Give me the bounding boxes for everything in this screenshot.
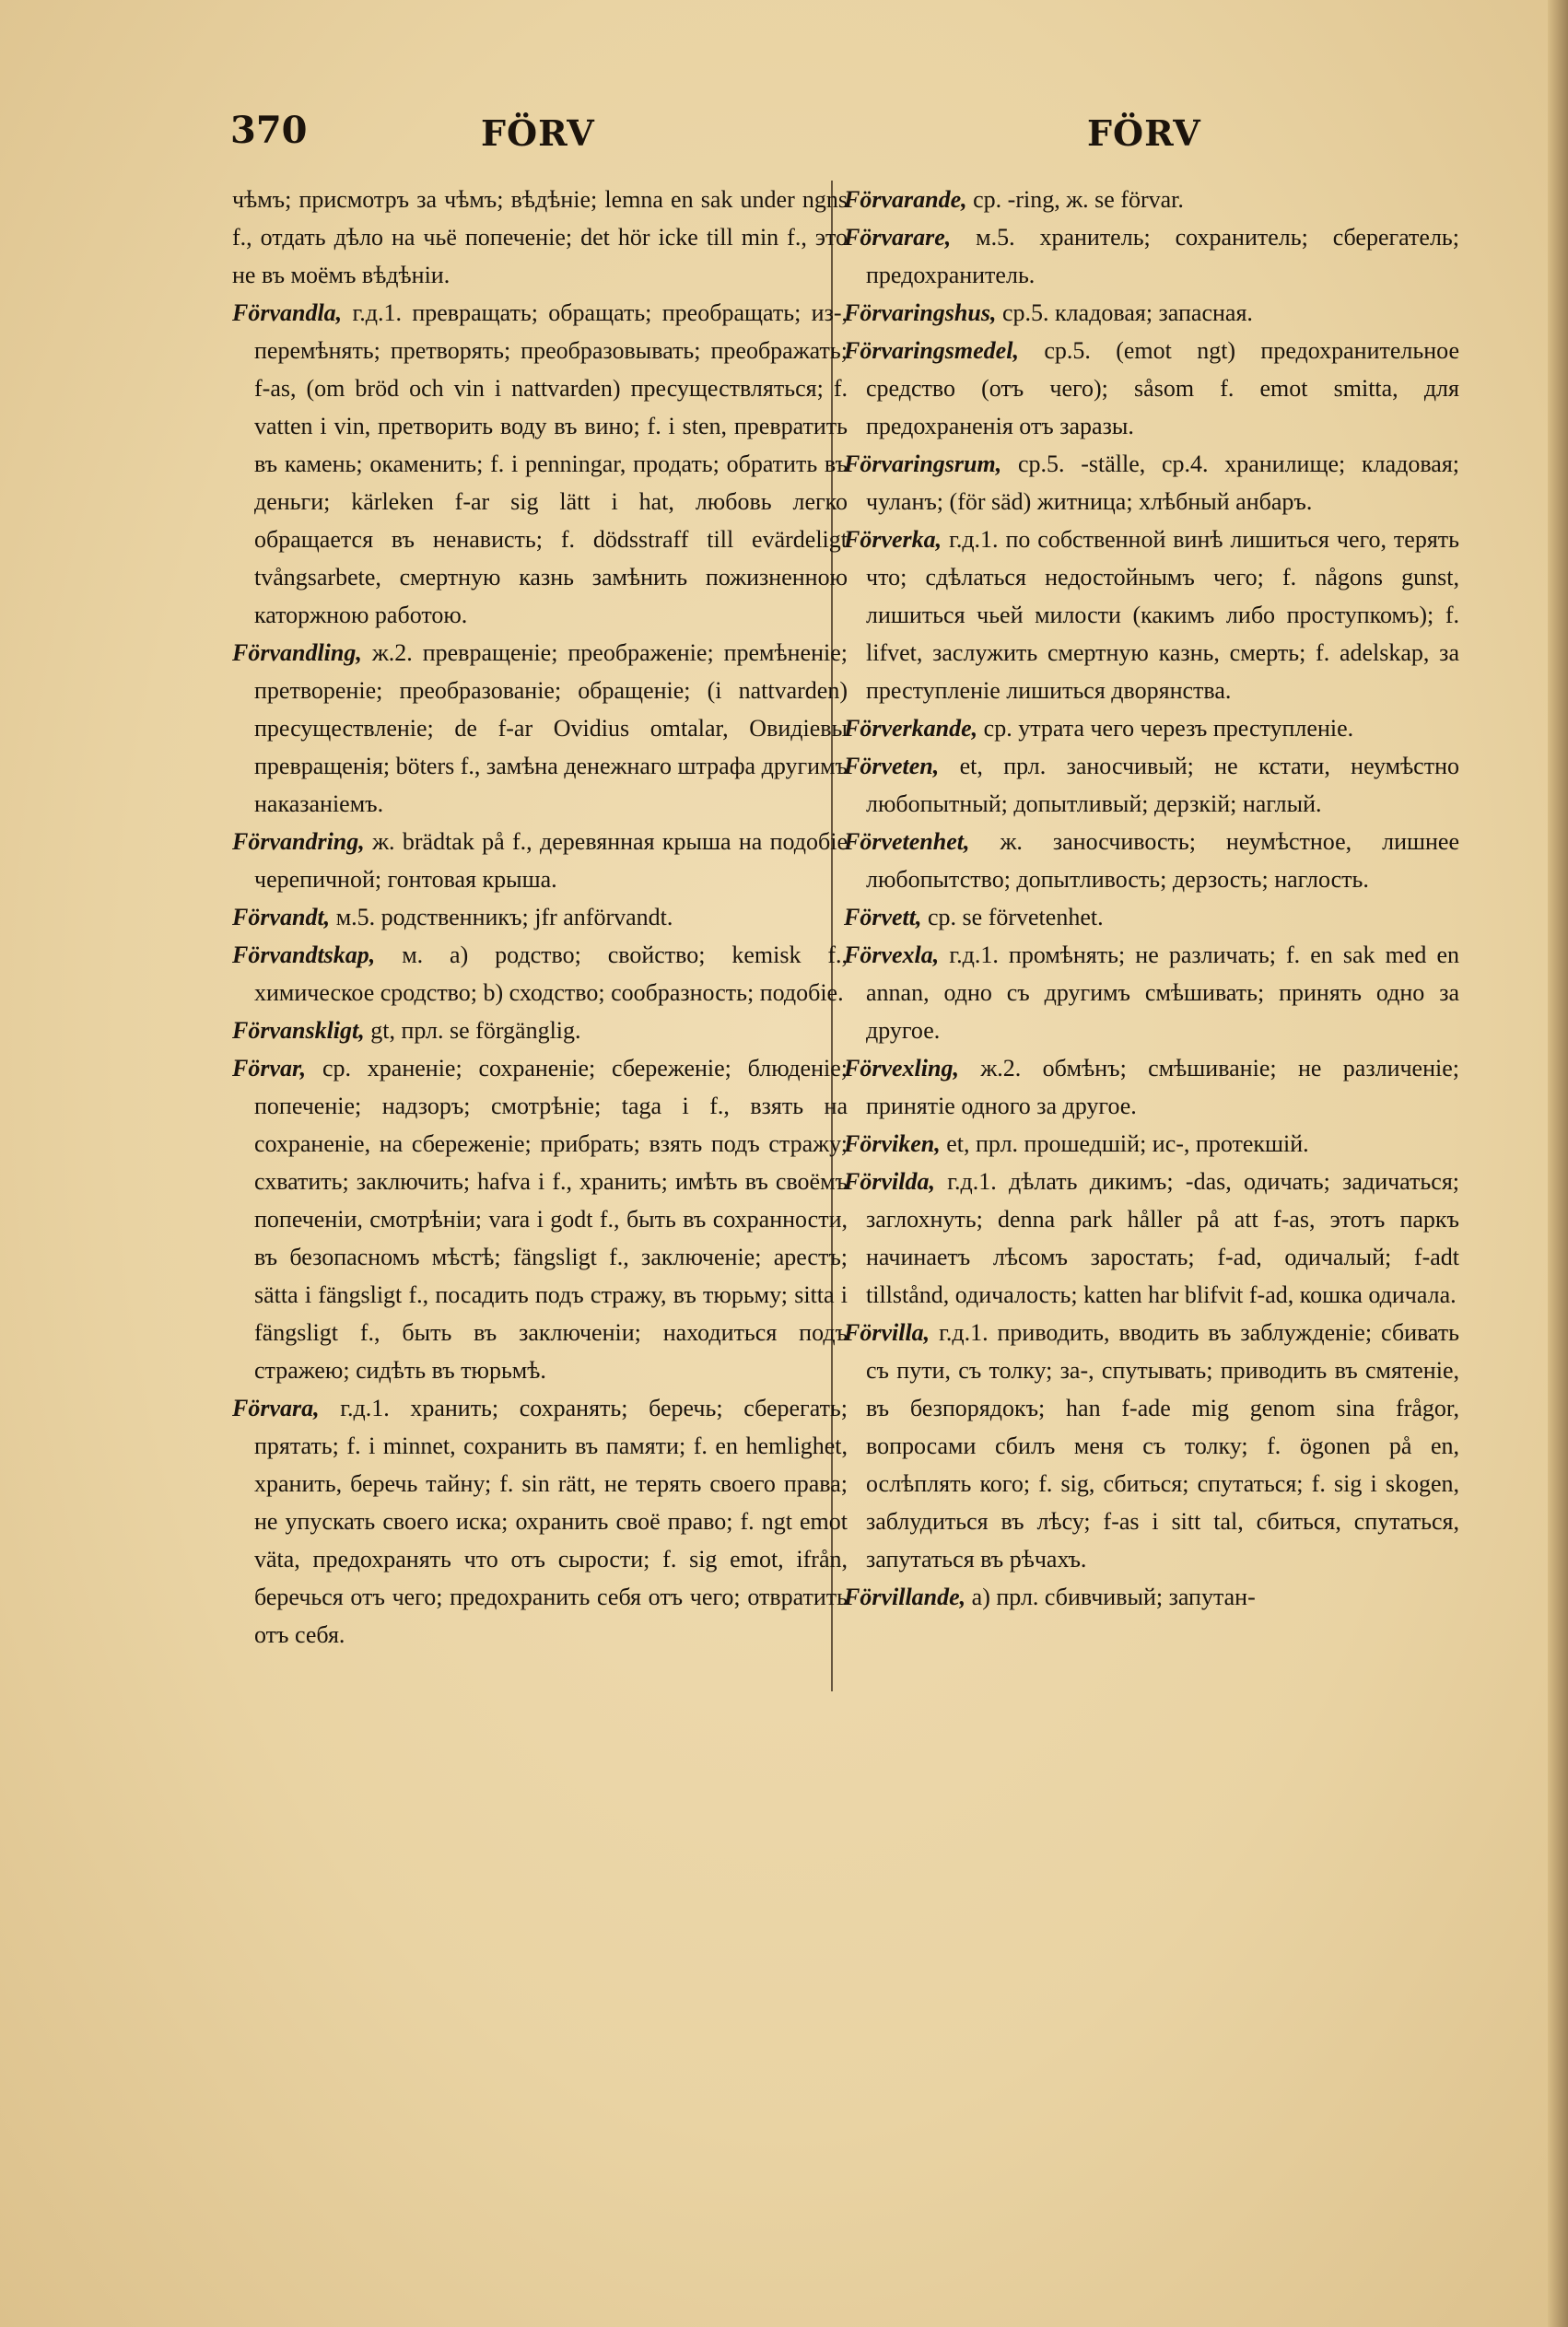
dictionary-entry [844,294,1459,332]
dictionary-entry [232,294,848,634]
entry-headword: Förvar, [232,1055,307,1082]
entry-text: г.д.1. промѣнять; не различать; f. en sak med en annan, одно съ другимъ смѣшивать; принять одно за другое. [866,941,1459,1044]
running-head-left: FÖRV [481,112,595,154]
entry-headword: Förvara, [232,1395,320,1421]
dictionary-entry [844,709,1459,747]
dictionary-entry [844,1314,1459,1578]
dictionary-entry [232,823,848,898]
dictionary-entry [232,936,848,1011]
entry-text: ж.2. превращеніе; преображеніе; премѣненіе; претвореніе; преобразованіе; обращеніе; (i nattvarden) пресуществленіе; de f-ar Ovidius omtalar, Овидіевы превращенія; böters f., замѣна денежнаго штрафа другимъ наказаніемъ. [254,639,848,817]
entry-text: чѣмъ; присмотръ за чѣмъ; вѣдѣніе; lemna en sak under ngns f., отдать дѣло на чьё попеченіе; det hör icke till min f., это не въ моёмъ вѣдѣніи. [232,186,848,288]
dictionary-entry [844,1125,1459,1163]
entry-text: ср. -ring, ж. se förvar. [973,186,1184,213]
dictionary-entry [844,520,1459,709]
dictionary-entry [232,1389,848,1654]
dictionary-entry [232,1049,848,1389]
entry-text: ср. храненіе; сохраненіе; сбереженіе; блюденіе; попеченіе; надзоръ; смотрѣніе; taga i f., взять на сохраненіе, на сбереженіе; прибрать; взять подъ стражу; схватить; заключить; hafva i f., хранить; имѣть въ своёмъ попеченіи, смотрѣніи; vara i godt f., быть въ сохранности, въ безопасномъ мѣстѣ; fängsligt f., заключеніе; арестъ; sätta i fängsligt f., посадить подъ стражу, въ тюрьму; sitta i fängsligt f., быть въ заключеніи; находиться подъ стражею; сидѣть въ тюрьмѣ. [254,1055,848,1384]
dictionary-entry [232,1011,848,1049]
dictionary-entry [844,181,1459,218]
entry-text: м.5. хранитель; сохранитель; сберегатель; предохранитель. [866,224,1459,288]
entry-text: м. a) родство; свойство; kemisk f., химическое сродство; b) сходство; сообразность; подобіе. [254,941,848,1006]
entry-headword: Förverka, [844,526,942,553]
entry-text: ж. заносчивость; неумѣстное, лишнее любопытство; допытливость; дерзость; наглость. [866,828,1459,893]
entry-headword: Förvaringsrum, [844,450,1002,477]
entry-text: a) прл. сбивчивый; запутан- [971,1584,1256,1610]
dictionary-entry [844,823,1459,898]
entry-headword: Förviken, [844,1130,941,1157]
entry-headword: Förvetenhet, [844,828,970,855]
entry-text: gt, прл. se förgänglig. [370,1017,581,1044]
entry-text: ср. утрата чего черезъ преступленіе. [983,715,1354,742]
entry-text: ж. brädtak på f., деревянная крыша на подобіе черепичной; гонтовая крыша. [254,828,848,893]
entry-headword: Förvandtskap, [232,941,376,968]
entry-headword: Förvett, [844,904,922,930]
entry-headword: Förveten, [844,753,940,779]
entry-text: ср.5. (emot ngt) предохранительное средство (отъ чего); såsom f. emot smitta, для предохраненія отъ заразы. [866,337,1459,439]
dictionary-entry [844,936,1459,1049]
entry-headword: Förvanskligt, [232,1017,365,1044]
entry-text: ж.2. обмѣнъ; смѣшиваніе; не различеніе; принятіе одного за другое. [866,1055,1459,1119]
dictionary-entry [232,634,848,823]
entry-headword: Förvarande, [844,186,967,213]
entry-text: ср.5. кладовая; запасная. [1001,299,1253,326]
entry-text: et, прл. заносчивый; не кстати, неумѣстно любопытный; допытливый; дерзкій; наглый. [866,753,1459,817]
dictionary-entry [844,1578,1459,1616]
dictionary-entry [844,898,1459,936]
dictionary-entry [232,181,848,294]
entry-text: г.д.1. по собственной винѣ лишиться чего, терять что; сдѣлаться недостойнымъ чего; f. någons gunst, лишиться чьей милости (какимъ либо проступкомъ); f. lifvet, заслужить смертную казнь, смерть; f. adelskap, за преступленіе лишиться дворянства. [866,526,1459,704]
entry-headword: Förvillande, [844,1584,966,1610]
dictionary-entry [232,898,848,936]
entry-headword: Förvaringsmedel, [844,337,1019,364]
entry-headword: Förvandt, [232,904,331,930]
page-edge-shadow [1548,0,1568,2327]
dictionary-entry [844,1049,1459,1125]
left-column [232,181,848,2290]
entry-headword: Förvexla, [844,941,940,968]
page-header [0,109,1568,164]
dictionary-entry [844,445,1459,520]
entry-headword: Förvilla, [844,1319,930,1346]
entry-text: ср. se förvetenhet. [928,904,1104,930]
entry-text: г.д.1. превращать; обращать; преобращать; из-, перемѣнять; претворять; преобразовывать; преображать; f-as, (om bröd och vin i nattvarden) пресуществляться; f. vatten i vin, претворить воду въ вино; f. i sten, превратить въ камень; окаменить; f. i penningar, продать; обратить въ деньги; kärleken f-ar sig lätt i hat, любовь легко обращается въ ненависть; f. dödsstraff till evärdeligt tvångsarbete, смертную казнь замѣнить пожизненною каторжною работою. [254,299,848,628]
entry-headword: Förvilda, [844,1168,935,1195]
entry-text: г.д.1. дѣлать дикимъ; -das, одичать; задичаться; заглохнуть; denna park håller på att f-as, этотъ паркъ начинаетъ лѣсомъ заростать; f-ad, одичалый; f-adt tillstånd, одичалость; katten har blifvit f-ad, кошка одичала. [866,1168,1459,1308]
dictionary-entry [844,332,1459,445]
entry-text: м.5. родственникъ; jfr anförvandt. [335,904,673,930]
entry-text: г.д.1. приводить, вводить въ заблужденіе; сбивать съ пути, съ толку; за-, спутывать; приводить въ смятеніе, въ безпорядокъ; han f-ade mig genom sina frågor, вопросами сбилъ меня съ толку; f. ögonen på en, ослѣплять кого; f. sig, сбиться; спутаться; f. sig i skogen, заблудиться въ лѣсу; f-as i sitt tal, сбиться, спутаться, запутаться въ рѣчахъ. [866,1319,1459,1573]
dictionary-entry [844,1163,1459,1314]
entry-text: г.д.1. хранить; сохранять; беречь; сберегать; прятать; f. i minnet, сохранить въ памяти; f. en hemlighet, хранить, беречь тайну; f. sin rätt, не терять своего права; не упускать своего иска; охранить своё право; f. ngt emot väta, предохранять что отъ сырости; f. sig emot, ifrån, беречься отъ чего; предохранить себя отъ чего; отвратить отъ себя. [254,1395,848,1648]
entry-headword: Förvaringshus, [844,299,997,326]
entry-text: ср.5. -ställe, ср.4. хранилище; кладовая; чуланъ; (för säd) житница; хлѣбный анбаръ. [866,450,1459,515]
page-number: 370 [230,109,308,152]
entry-headword: Förvarare, [844,224,952,251]
right-column [844,181,1459,2290]
entry-headword: Förvandring, [232,828,365,855]
entry-headword: Förverkande, [844,715,978,742]
entry-text: et, прл. прошедшій; ис-, протекшій. [946,1130,1309,1157]
dictionary-entry [844,218,1459,294]
entry-headword: Förvandla, [232,299,343,326]
entry-headword: Förvandling, [232,639,362,666]
entry-headword: Förvexling, [844,1055,959,1082]
dictionary-entry [844,747,1459,823]
running-head-right: FÖRV [1087,112,1201,154]
